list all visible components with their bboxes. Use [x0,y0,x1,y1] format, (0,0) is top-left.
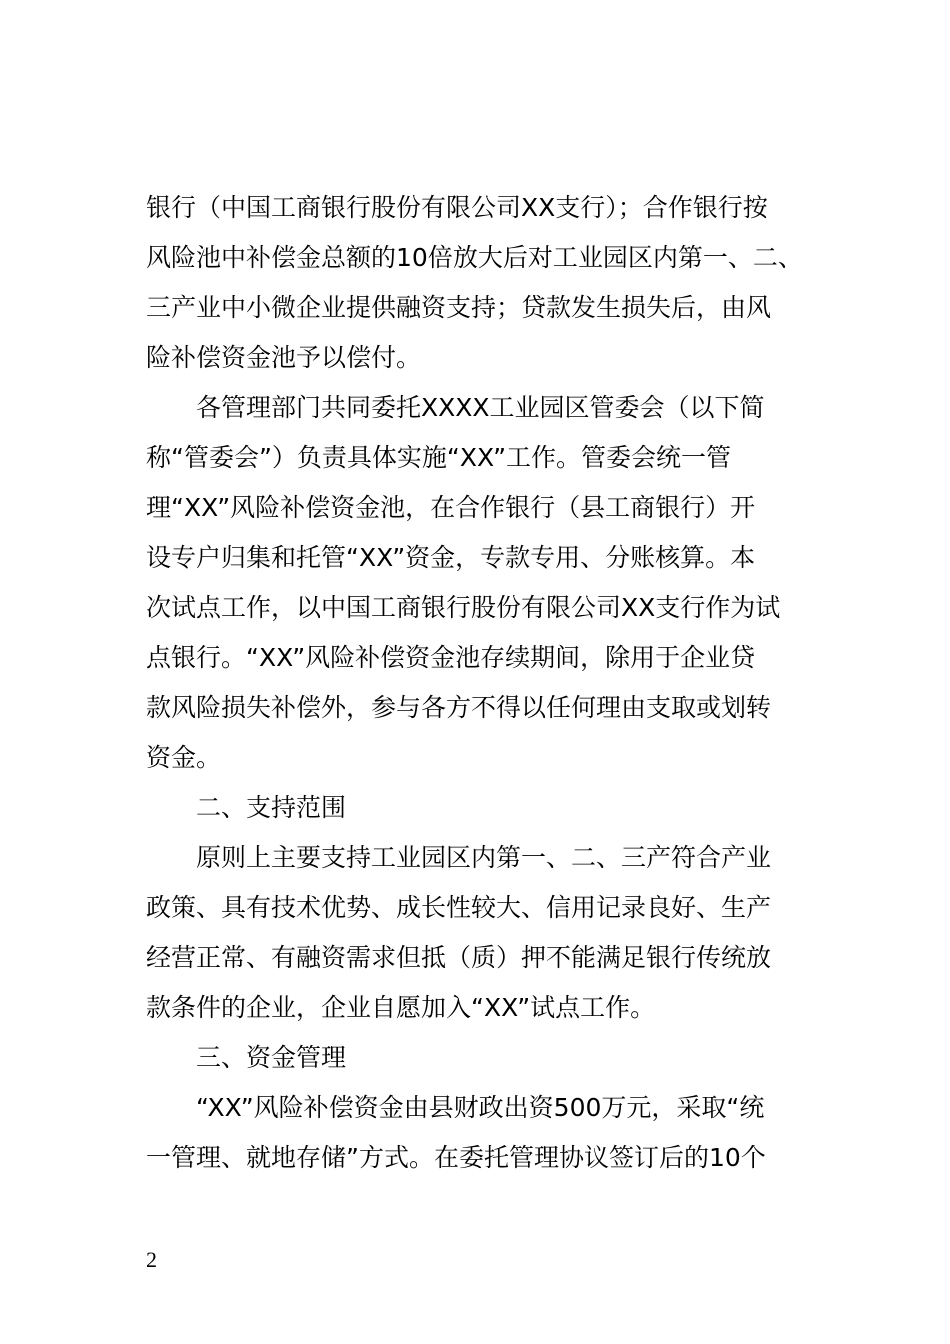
text-line-7: 理“XX”风险补偿资金池，在合作银行（县工商银行）开 [146,493,756,522]
text-line-16: 经营正常、有融资需求但抵（质）押不能满足银行传统放 [146,943,772,972]
text-line-10: 点银行。“XX”风险补偿资金池存续期间，除用于企业贷 [146,643,756,672]
text-line-4: 险补偿资金池予以偿付。 [146,343,422,372]
text-line-17: 款条件的企业，企业自愿加入“XX”试点工作。 [146,993,656,1022]
text-line-6: 称“管委会”）负责具体实施“XX”工作。管委会统一管 [146,443,732,472]
text-line-12: 资金。 [146,743,222,772]
text-line-14: 原则上主要支持工业园区内第一、二、三产符合产业 [196,843,772,872]
section-heading-support-scope: 二、支持范围 [196,793,347,822]
text-line-5: 各管理部门共同委托XXXX工业园区管委会（以下简 [196,393,765,422]
text-line-20: 一管理、就地存储”方式。在委托管理协议签订后的10个 [146,1143,766,1172]
text-line-1: 银行（中国工商银行股份有限公司XX支行）；合作银行按 [146,193,768,222]
text-line-2: 风险池中补偿金总额的10倍放大后对工业园区内第一、二、 [146,243,803,272]
section-heading-fund-management: 三、资金管理 [196,1043,347,1072]
text-line-8: 设专户归集和托管“XX”资金，专款专用、分账核算。本 [146,543,756,572]
text-line-15: 政策、具有技术优势、成长性较大、信用记录良好、生产 [146,893,772,922]
text-line-9: 次试点工作，以中国工商银行股份有限公司XX支行作为试 [146,593,781,622]
document-body [146,183,846,1183]
text-line-3: 三产业中小微企业提供融资支持；贷款发生损失后，由风 [146,293,772,322]
page-number: 2 [146,1247,157,1272]
text-line-11: 款风险损失补偿外，参与各方不得以任何理由支取或划转 [146,693,772,722]
text-line-19: “XX”风险补偿资金由县财政出资500万元，采取“统 [196,1093,765,1122]
